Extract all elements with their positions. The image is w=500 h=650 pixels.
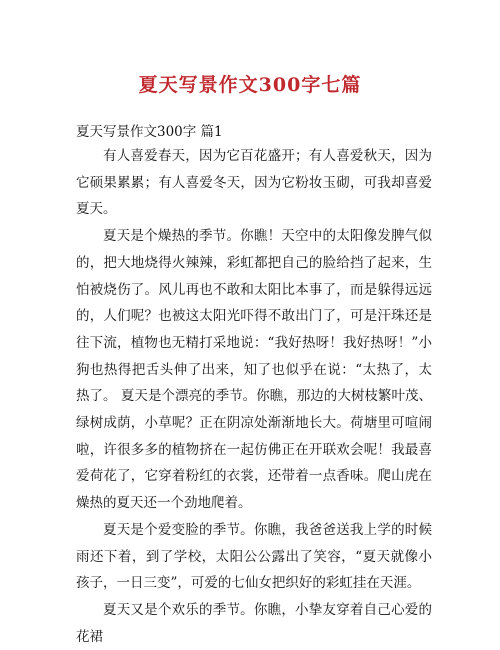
document-body <box>76 143 432 650</box>
document-title: 夏天写景作文300字七篇 <box>138 74 362 96</box>
section-heading: 夏天写景作文300字 篇1 <box>76 124 223 140</box>
paragraph: 夏天是个爱变脸的季节。你瞧，我爸爸送我上学的时候雨还下着，到了学校，太阳公公露出了笑容，“夏天就像小孩子，一日三变”，可爱的七仙女把织好的彩虹挂在天涯。 <box>76 521 432 592</box>
paragraph: 夏天是个燥热的季节。你瞧！天空中的太阳像发脾气似的，把大地烧得火辣辣，彩虹都把自己的脸给挡了起来，生怕被烧伤了。风儿再也不敢和太阳比本事了，而是躲得远远的，人们呢？也被这太阳光吓得不敢出门了，可是汗珠还是往下流，植物也无精打采地说：“我好热呀！我好热呀！”小狗也热得把舌头伸了出来，知了也似乎在说：“太热了，太热了。 夏天是个漂亮的季节。你瞧，那边的大树枝繁叶茂、绿树成荫，小草呢？正在阴凉处渐渐地长大。荷塘里可喧闹啦，许很多多的植物挤在一起仿佛正在开联欢会呢！我最喜爱荷花了，它穿着粉红的衣裳，还带着一点香味。爬山虎在燥热的夏天还一个劲地爬着。 <box>76 228 432 512</box>
paragraph: 有人喜爱春天，因为它百花盛开；有人喜爱秋天，因为它硕果累累；有人喜爱冬天，因为它粉妆玉砌，可我却喜爱夏天。 <box>76 148 432 218</box>
paragraph: 夏天又是个欢乐的季节。你瞧，小挚友穿着自己心爱的花裙 <box>76 601 432 645</box>
